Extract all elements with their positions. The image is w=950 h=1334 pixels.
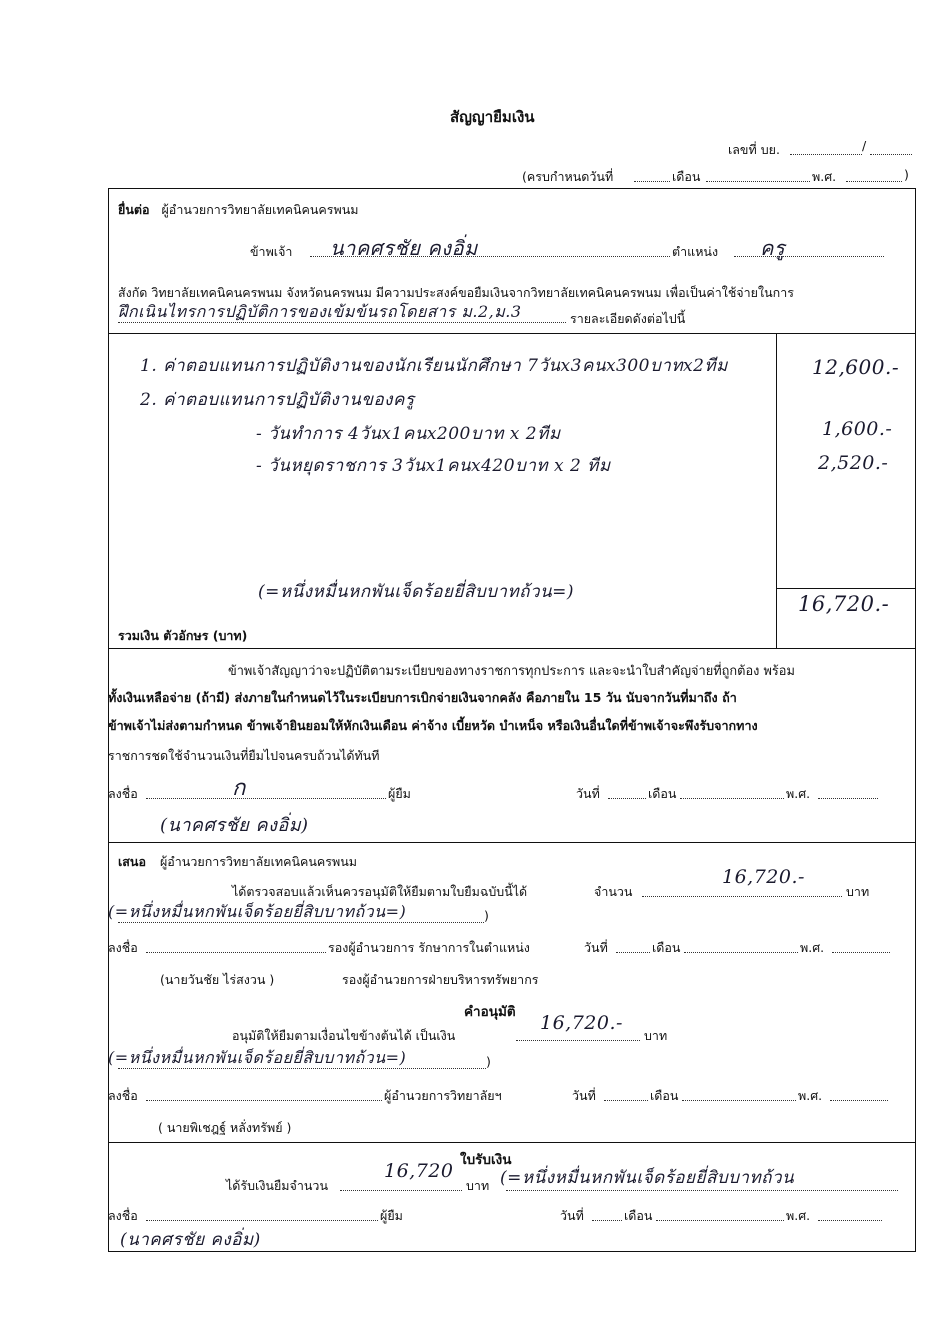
amount-column-divider [776,333,777,648]
approval-words-close: ) [486,1054,491,1069]
propose-deputy-title: รองผู้อำนวยการ รักษาการในตำแหน่ง [328,940,530,955]
propose-checked-text: ได้ตรวจสอบแล้วเห็นควรอนุมัติให้ยืมตามใบยืมฉบับนี้ได้ [232,884,528,899]
receipt-sign-label: ลงชื่อ [108,1208,138,1223]
purpose-handwritten: ฝึกเนินไทรการปฏิบัติการของเข้มข้นรถโดยสาร ม.2,ม.3 [118,302,522,321]
purpose-text: สังกัด วิทยาลัยเทคนิคนครพนม จังหวัดนครพนม มีความประสงค์ขอยืมเงินจากวิทยาลัยเทคนิคนครพนม เพื่อเป็นค่าใช้จ่ายในการ [118,285,794,300]
item-3-amount: 1,600.- [822,418,893,440]
receipt-amount: 16,720 [384,1160,454,1182]
item-3-text: - วันทำการ 4วันx1คนx200บาท x 2ทีม [256,424,561,444]
agreement-day-field[interactable] [608,798,646,799]
document-title: สัญญายืมเงิน [450,108,535,126]
propose-baht: บาท [846,884,870,899]
receipt-heading: ใบรับเงิน [460,1152,512,1168]
detail-suffix: รายละเอียดดังต่อไปนี้ [570,311,686,326]
approval-signature-field[interactable] [146,1100,382,1101]
approval-sign-label: ลงชื่อ [108,1088,138,1103]
agreement-year-field[interactable] [818,798,878,799]
approval-text: อนุมัติให้ยืมตามเงื่อนไขข้างต้นได้ เป็นเงิน [232,1028,456,1043]
total-words: (=หนึ่งหมื่นหกพันเจ็ดร้อยยี่สิบบาทถ้วน=) [258,582,574,602]
propose-row [118,852,357,872]
receipt-borrower-label: ผู้ยืม [380,1208,403,1223]
due-year-field[interactable] [846,181,902,182]
contract-year-field[interactable] [870,154,912,155]
due-year-label: พ.ศ. [812,169,837,184]
approval-month-field[interactable] [682,1100,796,1101]
agreement-month-label: เดือน [648,786,677,801]
propose-words-field[interactable] [118,922,484,923]
receipt-month-field[interactable] [656,1220,784,1221]
propose-amount-field[interactable] [642,896,842,897]
approval-heading: คำอนุมัติ [464,1004,516,1020]
agreement-year-label: พ.ศ. [786,786,811,801]
propose-deputy-role: รองผู้อำนวยการฝ่ายบริหารทรัพยากร [342,972,539,987]
agreement-sign-label: ลงชื่อ [108,786,138,801]
total-amount-divider [776,588,916,589]
position-value: ครู [760,236,786,260]
propose-sign-label: ลงชื่อ [108,940,138,955]
receipt-day-field[interactable] [592,1220,622,1221]
approval-year-field[interactable] [830,1100,888,1101]
section-divider-3 [108,842,916,843]
position-field[interactable] [734,256,884,257]
propose-year-label: พ.ศ. [800,940,825,955]
item-4-amount: 2,520.- [818,452,889,474]
agreement-signature: ก [232,776,246,801]
approval-year-label: พ.ศ. [798,1088,823,1103]
agreement-date-label: วันที่ [576,786,600,801]
receipt-month-label: เดือน [624,1208,653,1223]
due-day-field[interactable] [634,181,670,182]
submit-to-row [118,200,359,220]
agreement-borrower-label: ผู้ยืม [388,786,411,801]
submit-to-label: ยื่นต่อ [118,202,150,217]
due-month-label: เดือน [672,169,701,184]
receipt-text: ได้รับเงินยืมจำนวน [226,1178,328,1193]
purpose-field[interactable] [118,322,566,323]
agreement-signer-name: (นาคศรชัย คงอิ่ม) [160,815,309,836]
receipt-date-label: วันที่ [560,1208,584,1223]
propose-to: ผู้อำนวยการวิทยาลัยเทคนิคนครพนม [159,854,358,869]
agreement-signature-field[interactable] [146,798,386,799]
approval-amount-field[interactable] [516,1040,640,1041]
approval-words: (=หนึ่งหมื่นหกพันเจ็ดร้อยยี่สิบบาทถ้วน=) [108,1048,407,1067]
agreement-line-3: ข้าพเจ้าไม่ส่งตามกำหนด ข้าพเจ้ายินยอมให้หักเงินเดือน ค่าจ้าง เบี้ยหวัด บำเหน็จ หรือเงินอื่นใดที่ข้าพเจ้าจะพึงรับจากทาง [108,718,758,733]
position-label: ตำแหน่ง [672,244,719,259]
receipt-signer-name: (นาคศรชัย คงอิ่ม) [120,1230,261,1250]
total-amount: 16,720.- [798,592,890,616]
receipt-baht: บาท [466,1178,490,1193]
propose-signature-field[interactable] [146,952,326,953]
agreement-line-2: ทั้งเงินเหลือจ่าย (ถ้ามี) ส่งภายในกำหนดไว้ในระเบียบการเบิกจ่ายเงินจากคลัง คือภายใน 15 วัน นับจากวันที่มาถึง ถ้า [108,690,737,705]
borrower-name-label: ข้าพเจ้า [250,244,293,259]
agreement-line-1: ข้าพเจ้าสัญญาว่าจะปฏิบัติตามระเบียบของทางราชการทุกประการ และจะนำใบสำคัญจ่ายที่ถูกต้อง พร้อม [228,664,795,679]
approval-words-field[interactable] [118,1068,486,1069]
item-1-amount: 12,600.- [812,355,900,379]
approval-day-field[interactable] [604,1100,648,1101]
approval-director-name: ( นายพิเชฎฐ์ หลั่งทรัพย์ ) [158,1120,292,1135]
approval-month-label: เดือน [650,1088,679,1103]
propose-deputy-name: (นายวันชัย ไร่สงวน ) [160,972,275,987]
due-month-field[interactable] [706,181,810,182]
propose-date-label: วันที่ [584,940,608,955]
approval-director-title: ผู้อำนวยการวิทยาลัยฯ [384,1088,502,1103]
propose-month-label: เดือน [652,940,681,955]
contract-number-label: เลขที่ บย. [728,142,780,157]
receipt-year-field[interactable] [818,1220,882,1221]
contract-number-separator: / [862,138,867,153]
receipt-year-label: พ.ศ. [786,1208,811,1223]
contract-number-field[interactable] [790,154,862,155]
total-label: รวมเงิน ตัวอักษร (บาท) [118,628,248,643]
propose-year-field[interactable] [832,952,890,953]
borrower-name-value: นาคศรชัย คงอิ่ม [330,236,478,260]
section-divider-4 [108,1142,916,1143]
propose-amount-label: จำนวน [594,884,633,899]
receipt-words: (=หนึ่งหมื่นหกพันเจ็ดร้อยยี่สิบบาทถ้วน [500,1168,795,1188]
agreement-line-4: ราชการชดใช้จำนวนเงินที่ยืมไปจนครบถ้วนได้ทันที [108,748,380,763]
approval-date-label: วันที่ [572,1088,596,1103]
approval-amount: 16,720.- [540,1012,623,1034]
agreement-month-field[interactable] [680,798,784,799]
propose-day-field[interactable] [616,952,650,953]
propose-words: (=หนึ่งหมื่นหกพันเจ็ดร้อยยี่สิบบาทถ้วน=) [108,902,407,921]
item-4-text: - วันหยุดราชการ 3วันx1คนx420บาท x 2 ทีม [256,456,611,476]
propose-amount: 16,720.- [722,866,805,888]
item-2-text: 2. ค่าตอบแทนการปฏิบัติงานของครู [140,390,415,410]
receipt-words-field[interactable] [506,1190,898,1191]
propose-month-field[interactable] [684,952,798,953]
section-divider-1 [108,333,916,334]
due-date-close: ) [904,167,909,182]
section-divider-2 [108,648,916,649]
approval-baht: บาท [644,1028,668,1043]
receipt-amount-field[interactable] [340,1190,462,1191]
submit-to-value: ผู้อำนวยการวิทยาลัยเทคนิคนครพนม [161,202,359,217]
propose-words-close: ) [484,908,489,923]
item-1-text: 1. ค่าตอบแทนการปฏิบัติงานของนักเรียนนักศึกษา 7วันx3คนx300บาทx2ทีม [140,356,728,376]
due-date-prefix: (ครบกำหนดวันที่ [522,169,614,184]
receipt-signature-field[interactable] [146,1220,378,1221]
propose-label: เสนอ [118,854,146,869]
